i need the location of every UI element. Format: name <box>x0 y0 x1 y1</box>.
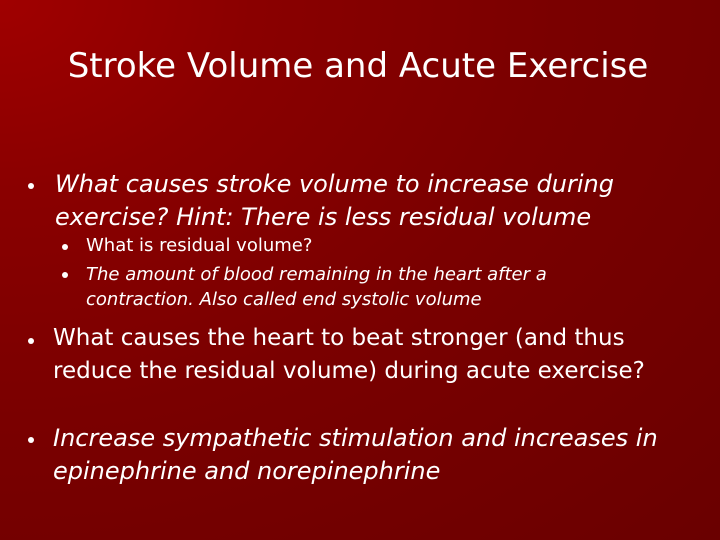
bullet-dot-1 <box>28 183 34 189</box>
bullet-dot-2 <box>28 338 34 344</box>
slide-title: Stroke Volume and Acute Exercise <box>67 46 649 86</box>
bullet-3-text: Increase sympathetic stimulation and increases in epinephrine and norepinephrine <box>53 424 658 485</box>
sub-bullet-1-text: What is residual volume? <box>86 235 313 256</box>
bullet-2-text: What causes the heart to beat stronger (and thus reduce the residual volume) during acute exercise? <box>53 325 645 384</box>
bullet-dot-3 <box>28 437 34 443</box>
sub-bullet-dot-2 <box>62 272 68 278</box>
bullet-1-text: What causes stroke volume to increase during exercise? Hint: There is less residual volume <box>55 170 614 231</box>
sub-bullet-dot-1 <box>62 244 68 250</box>
sub-bullet-2-text: The amount of blood remaining in the heart after a contraction. Also called end systolic volume <box>86 264 547 310</box>
